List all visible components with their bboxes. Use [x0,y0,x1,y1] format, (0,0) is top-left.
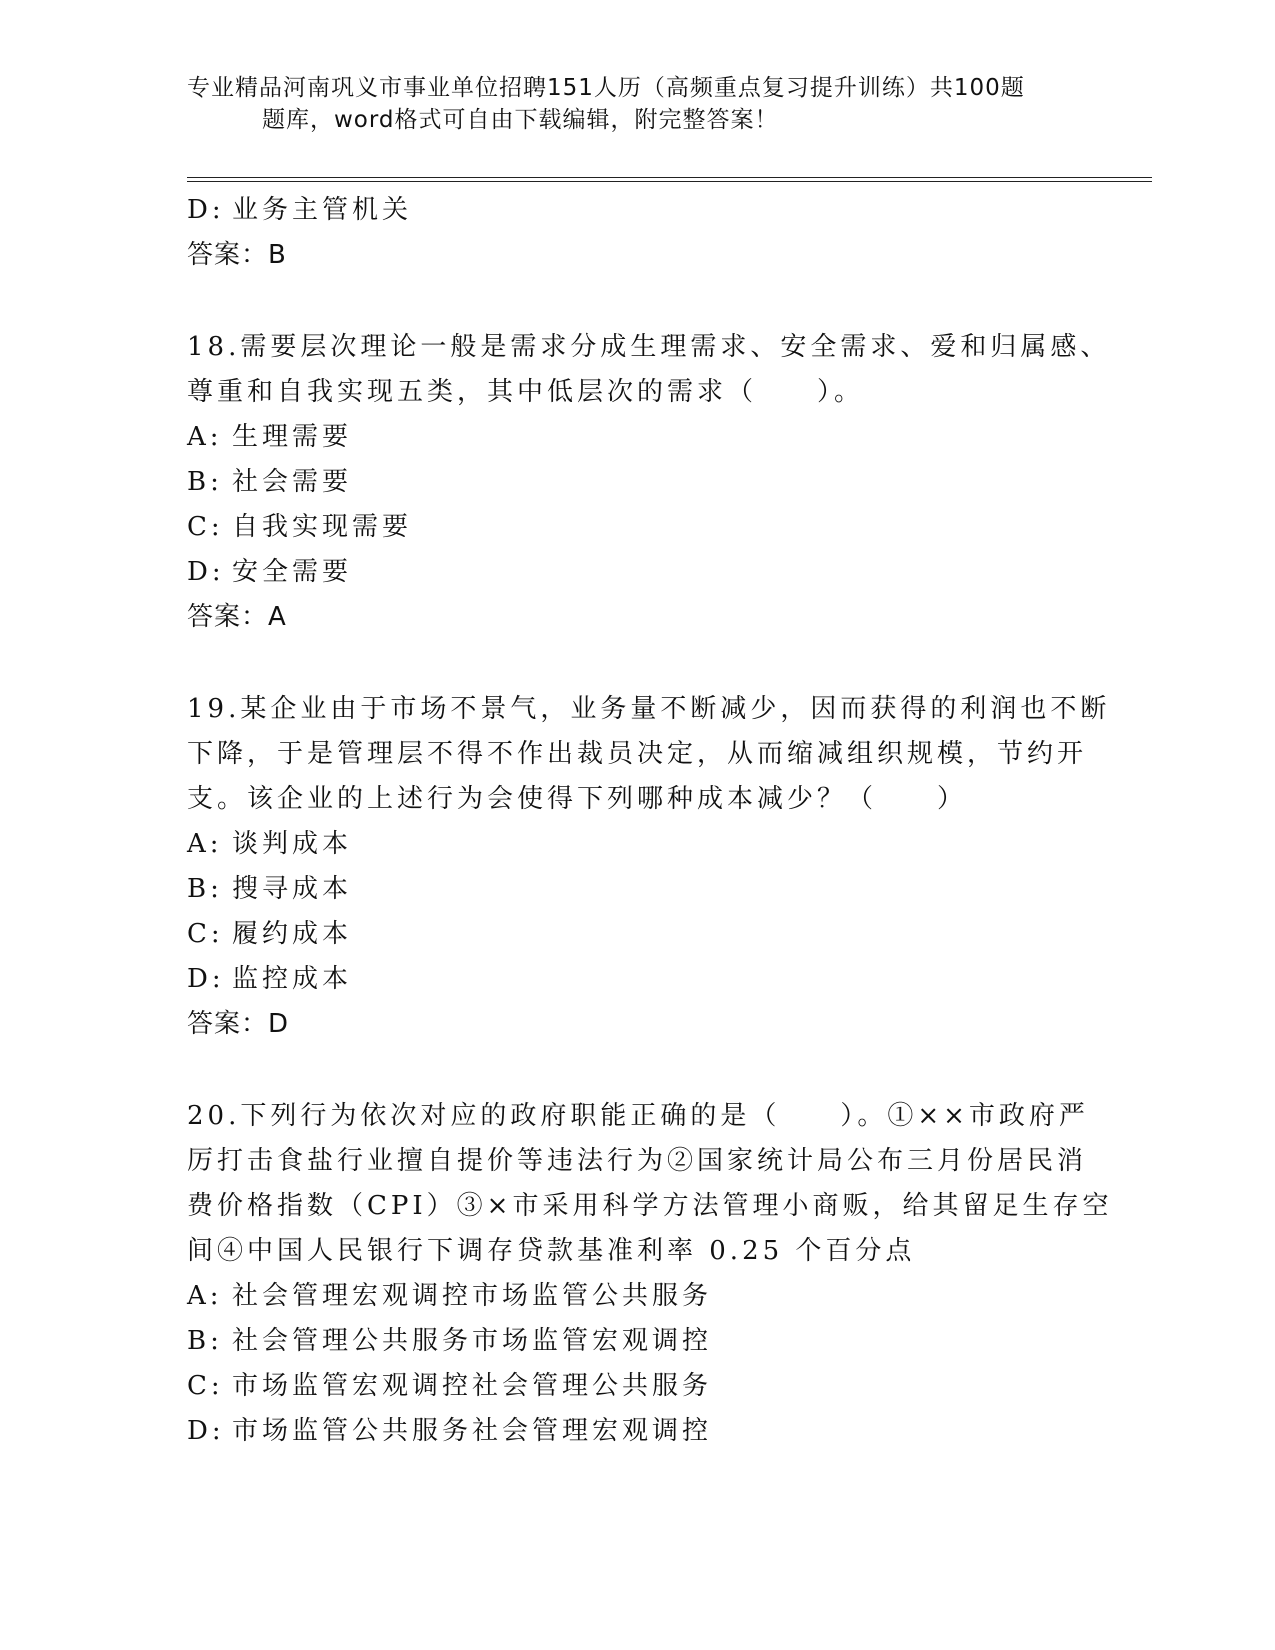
answer-q18: 答案：A [187,602,287,632]
question-19 [187,687,1111,1047]
option-text: 自我实现需要 [232,512,413,542]
option-letter: A: [187,422,223,452]
option-letter: C: [187,512,224,542]
option-text: 社会管理公共服务市场监管宏观调控 [232,1326,713,1356]
question-stem-line: 尊重和自我实现五类，其中低层次的需求（ ）。 [187,377,865,407]
option-d [187,550,1077,595]
spacer [187,1047,1077,1094]
option-letter: D: [187,1416,225,1446]
answer-q19: 答案：D [187,1009,290,1039]
answer-q17: 答案：B [187,240,287,270]
option-text: 安全需要 [232,557,353,587]
header-line-2: 题库，word格式可自由下载编辑，附完整答案！ [262,107,779,133]
option-letter: D: [187,557,225,587]
option-letter: B: [187,1326,223,1356]
option-text: 社会管理宏观调控市场监管公共服务 [232,1281,713,1311]
option-text: 履约成本 [232,919,353,949]
option-text: 市场监管宏观调控社会管理公共服务 [232,1371,713,1401]
option-c [187,505,1077,550]
option-text: 生理需要 [232,422,353,452]
question-stem-line: 间④中国人民银行下调存贷款基准利率 0.25 个百分点 [187,1236,916,1266]
option-a [187,1274,1077,1319]
option-a [187,415,1077,460]
option-letter: D: [187,195,225,225]
question-stem-line: 厉打击食盐行业擅自提价等违法行为②国家统计局公布三月份居民消 [187,1146,1088,1176]
page-header [187,72,1067,136]
option-a [187,822,1077,867]
option-b [187,1319,1077,1364]
spacer [187,278,1077,325]
option-text: 市场监管公共服务社会管理宏观调控 [232,1416,713,1446]
option-d [187,1409,1077,1454]
option-letter: C: [187,1371,224,1401]
question-stem-line: 费价格指数（CPI）③×市采用科学方法管理小商贩，给其留足生存空 [187,1191,1113,1221]
option-d [187,188,1077,233]
spacer [187,640,1077,687]
option-text: 业务主管机关 [232,195,413,225]
option-b [187,460,1077,505]
option-letter: A: [187,1281,223,1311]
option-c [187,912,1077,957]
option-d [187,957,1077,1002]
question-stem-line: 20.下列行为依次对应的政府职能正确的是（ ）。①××市政府严 [187,1101,1089,1131]
option-b [187,867,1077,912]
question-stem-line: 19.某企业由于市场不景气，业务量不断减少，因而获得的利润也不断 [187,694,1111,724]
option-c [187,1364,1077,1409]
option-letter: C: [187,919,224,949]
header-line-1: 专业精品河南巩义市事业单位招聘151人历（高频重点复习提升训练）共100题 [187,75,1025,101]
option-text: 社会需要 [232,467,353,497]
header-divider-top [187,177,1152,178]
question-stem-line: 支。该企业的上述行为会使得下列哪种成本减少？（ ） [187,784,968,814]
option-letter: A: [187,829,223,859]
option-text: 搜寻成本 [232,874,353,904]
option-letter: D: [187,964,225,994]
header-divider-bottom [187,181,1152,182]
question-20 [187,1094,1113,1454]
option-text: 监控成本 [232,964,353,994]
question-18 [187,325,1111,640]
option-letter: B: [187,874,223,904]
document-body [187,188,1113,1454]
question-stem-line: 18.需要层次理论一般是需求分成生理需求、安全需求、爱和归属感、 [187,332,1111,362]
question-stem-line: 下降，于是管理层不得不作出裁员决定，从而缩减组织规模，节约开 [187,739,1088,769]
option-text: 谈判成本 [232,829,353,859]
option-letter: B: [187,467,223,497]
